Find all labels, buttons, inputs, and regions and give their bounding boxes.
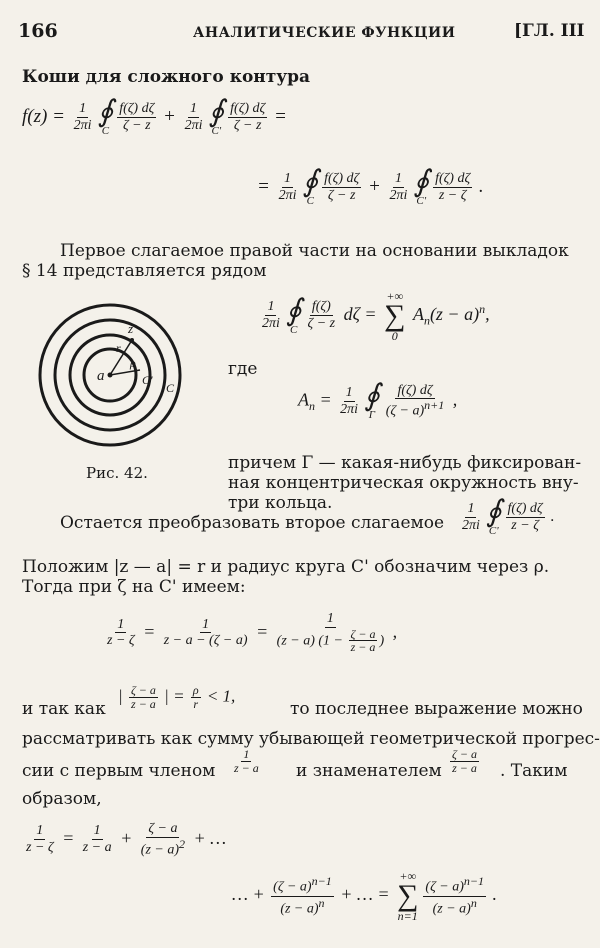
- figure-42: [30, 300, 200, 460]
- since-text-b: то последнее выражение можно: [290, 699, 583, 719]
- paragraph-first-term: Первое слагаемое правой части на основании выкладок: [60, 241, 569, 261]
- gamma-line-3: три кольца.: [228, 493, 333, 513]
- put-text-2: Тогда при ζ на C' имеем:: [22, 577, 246, 597]
- figure-label-a: a: [97, 368, 105, 384]
- geometric-formula: $\frac{1}{z - \zeta}$ = $\frac{1}{z - a - (\zeta - a)}$ = 1 (z − a) (1 − $\frac{\zeta - a}{z - a}$ ) ,: [107, 611, 398, 655]
- gamma-line-1: причем Γ — какая-нибудь фиксирован-: [228, 453, 582, 473]
- first-term-text-c: . Таким: [500, 761, 568, 781]
- paragraph-first-term-cont: § 14 представляется рядом: [22, 261, 267, 281]
- first-term-text-a: сии с первым членом: [22, 761, 216, 781]
- expansion-line-2: … + $\frac{(\zeta - a)^{n-1}}{(z - a)^n}$ + … = +∞ ∑ n=1 $\frac{(\zeta - a)^{n-1}}{(z - a)^n}$ .: [232, 869, 497, 923]
- consider-line: рассматривать как сумму убывающей геометрической прогрес-: [22, 729, 600, 749]
- page-number: 166: [18, 20, 58, 42]
- ratio-fraction: $\frac{\zeta - a}{z - a}$: [452, 747, 477, 775]
- remains-text: Остается преобразовать второе слагаемое: [60, 513, 445, 533]
- first-term-text-b: и знаменателем: [296, 761, 442, 781]
- intro-line: Коши для сложного контура: [22, 67, 311, 87]
- thus-line: образом,: [22, 789, 102, 809]
- figure-label-c-prime: C': [142, 373, 153, 387]
- figure-label-rho: ρ: [130, 356, 136, 370]
- series-formula: $\frac{1}{2\pi i}$ ∮ C $\frac{f(\zeta)}{\zeta - z}$ dζ = +∞ ∑ 0 $A_n(z - a)^n$,: [262, 289, 490, 343]
- ratio-inequality: | $\frac{\zeta - a}{z - a}$ | = $\frac{\rho}{r}$ < 1,: [118, 683, 236, 711]
- figure-label-z: z: [128, 321, 134, 336]
- coefficient-formula: $A_n$ = $\frac{1}{2\pi i}$ ∮ Γ $\frac{f(\zeta) d\zeta}{(\zeta - a)^{n+1}}$ ,: [298, 379, 458, 421]
- first-term-fraction: $\frac{1}{z - a}$: [234, 747, 259, 775]
- where-word: где: [228, 359, 258, 379]
- figure-label-r: r: [116, 341, 121, 355]
- chapter-label: [ГЛ. III: [514, 21, 585, 41]
- cauchy-formula-line2: = $\frac{1}{2\pi i}$ ∮ C $\frac{f(\zeta) d\zeta}{\zeta - z}$ + $\frac{1}{2\pi i}$ ∮ C' $\frac{f(\zeta) d\zeta}{z - \zeta}$ .: [257, 165, 484, 207]
- figure-label-c: C: [166, 381, 175, 395]
- second-term-expression: $\frac{1}{2\pi i}$ ∮ C' $\frac{f(\zeta) d\zeta}{z - \zeta}$ .: [462, 495, 555, 537]
- cauchy-formula-line1: f(z) = $\frac{1}{2\pi i}$ ∮ C $\frac{f(\zeta) d\zeta}{\zeta - z}$ + $\frac{1}{2\pi i}$ ∮ C' $\frac{f(\zeta) d\zeta}{\zeta - z}$ =: [22, 95, 287, 137]
- figure-caption: Рис. 42.: [86, 464, 148, 482]
- expansion-line-1: $\frac{1}{z - \zeta}$ = $\frac{1}{z - a}$ + $\frac{\zeta - a}{(z - a)^2}$ + …: [26, 821, 227, 858]
- put-text-1: Положим |z — a| = r и радиус круга C' обозначим через ρ.: [22, 557, 550, 577]
- gamma-line-2: ная концентрическая окружность вну-: [228, 473, 579, 493]
- since-text-a: и так как: [22, 699, 106, 719]
- running-title: АНАЛИТИЧЕСКИЕ ФУНКЦИИ: [193, 25, 456, 41]
